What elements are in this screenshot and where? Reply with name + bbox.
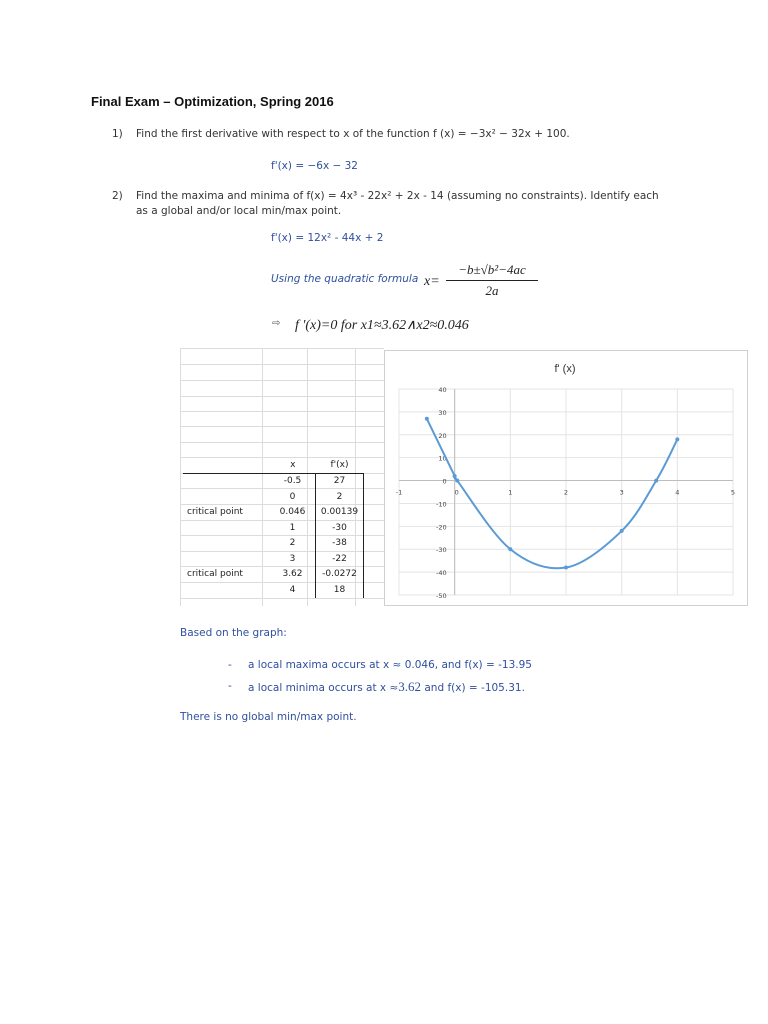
data-point — [564, 566, 568, 570]
formula-lhs: x= — [424, 274, 440, 289]
grid-row-line — [180, 411, 384, 412]
grid-row-line — [180, 396, 384, 397]
local-minima-item: a local minima occurs at x ≈3.62 and f(x) = -105.31. — [248, 679, 525, 694]
roots-equation: f '(x)=0 for x1≈3.62∧x2≈0.046 — [295, 318, 469, 333]
arrow-icon: ⇨ — [272, 318, 281, 329]
conclusion-intro: Based on the graph: — [180, 627, 287, 639]
table-corner — [183, 457, 270, 473]
table-row: 4 18 — [183, 582, 364, 598]
formula-bar — [446, 280, 538, 281]
table-header-fx: f'(x) — [316, 457, 364, 473]
table-row: critical point 0.046 0.00139 — [183, 505, 364, 521]
x-tick-label: 3 — [619, 488, 624, 497]
data-point — [508, 547, 512, 551]
formula-numerator: −b±√b²−4ac — [458, 262, 526, 277]
table-row: critical point 3.62 -0.0272 — [183, 567, 364, 583]
q2-text-line2: as a global and/or local min/max point. — [136, 205, 342, 217]
grid-row-line — [180, 598, 384, 599]
y-tick-label: -40 — [436, 569, 447, 578]
q2-number: 2) — [112, 190, 123, 202]
y-tick-label: 40 — [438, 386, 447, 394]
grid-row-line — [180, 426, 384, 427]
derivative-chart — [385, 351, 747, 605]
q1-text: Find the first derivative with respect to x of the function f (x) = −3x² − 32x + 100. — [136, 128, 570, 140]
y-tick-label: 30 — [438, 408, 447, 417]
y-tick-label: -30 — [436, 546, 447, 555]
q1-answer: f'(x) = −6x − 32 — [271, 160, 358, 172]
y-tick-label: 0 — [442, 477, 447, 486]
list-dash: - — [228, 680, 232, 692]
data-point — [654, 479, 658, 483]
formula-denominator: 2a — [485, 283, 499, 298]
chart-title: f' (x) — [554, 363, 576, 375]
y-tick-label: 10 — [438, 454, 447, 463]
y-tick-label: -20 — [436, 523, 447, 532]
data-point — [455, 479, 459, 483]
x-tick-label: 1 — [508, 488, 513, 497]
y-tick-label: -10 — [436, 500, 447, 509]
grid-row-line — [180, 442, 384, 443]
x-tick-label: -1 — [395, 488, 403, 497]
grid-row-line — [180, 364, 384, 365]
chart-container — [384, 350, 748, 606]
data-point — [453, 474, 457, 478]
table-row: 2 -38 — [183, 536, 364, 552]
final-statement: There is no global min/max point. — [180, 711, 357, 723]
series-line — [427, 419, 678, 568]
grid-row-line — [180, 380, 384, 381]
q2-text-line1: Find the maxima and minima of f(x) = 4x³ - 22x² + 2x - 14 (assuming no constraints). Identify each — [136, 190, 659, 202]
table-row: 0 2 — [183, 489, 364, 505]
q1-number: 1) — [112, 128, 123, 140]
grid-row-line — [180, 348, 384, 349]
q2-derivative: f'(x) = 12x² - 44x + 2 — [271, 232, 384, 244]
values-table — [183, 457, 364, 598]
y-tick-label: -50 — [436, 592, 447, 600]
grid-col-line — [180, 348, 181, 606]
table-header-x: x — [270, 457, 316, 473]
table-row: 1 -30 — [183, 520, 364, 536]
data-point — [425, 417, 429, 421]
x-tick-label: 0 — [454, 488, 459, 497]
data-point — [620, 529, 624, 533]
table-row: 3 -22 — [183, 551, 364, 567]
local-maxima-item: a local maxima occurs at x ≈ 0.046, and f(x) = -13.95 — [248, 659, 532, 671]
list-dash: - — [228, 659, 232, 671]
data-point — [675, 437, 679, 441]
quadratic-label: Using the quadratic formula — [271, 273, 419, 285]
table-row: -0.5 27 — [183, 473, 364, 489]
x-tick-label: 4 — [675, 488, 680, 497]
x-tick-label: 5 — [730, 488, 736, 497]
page-title: Final Exam – Optimization, Spring 2016 — [91, 94, 334, 109]
x-tick-label: 2 — [563, 488, 569, 497]
y-tick-label: 20 — [438, 431, 447, 440]
